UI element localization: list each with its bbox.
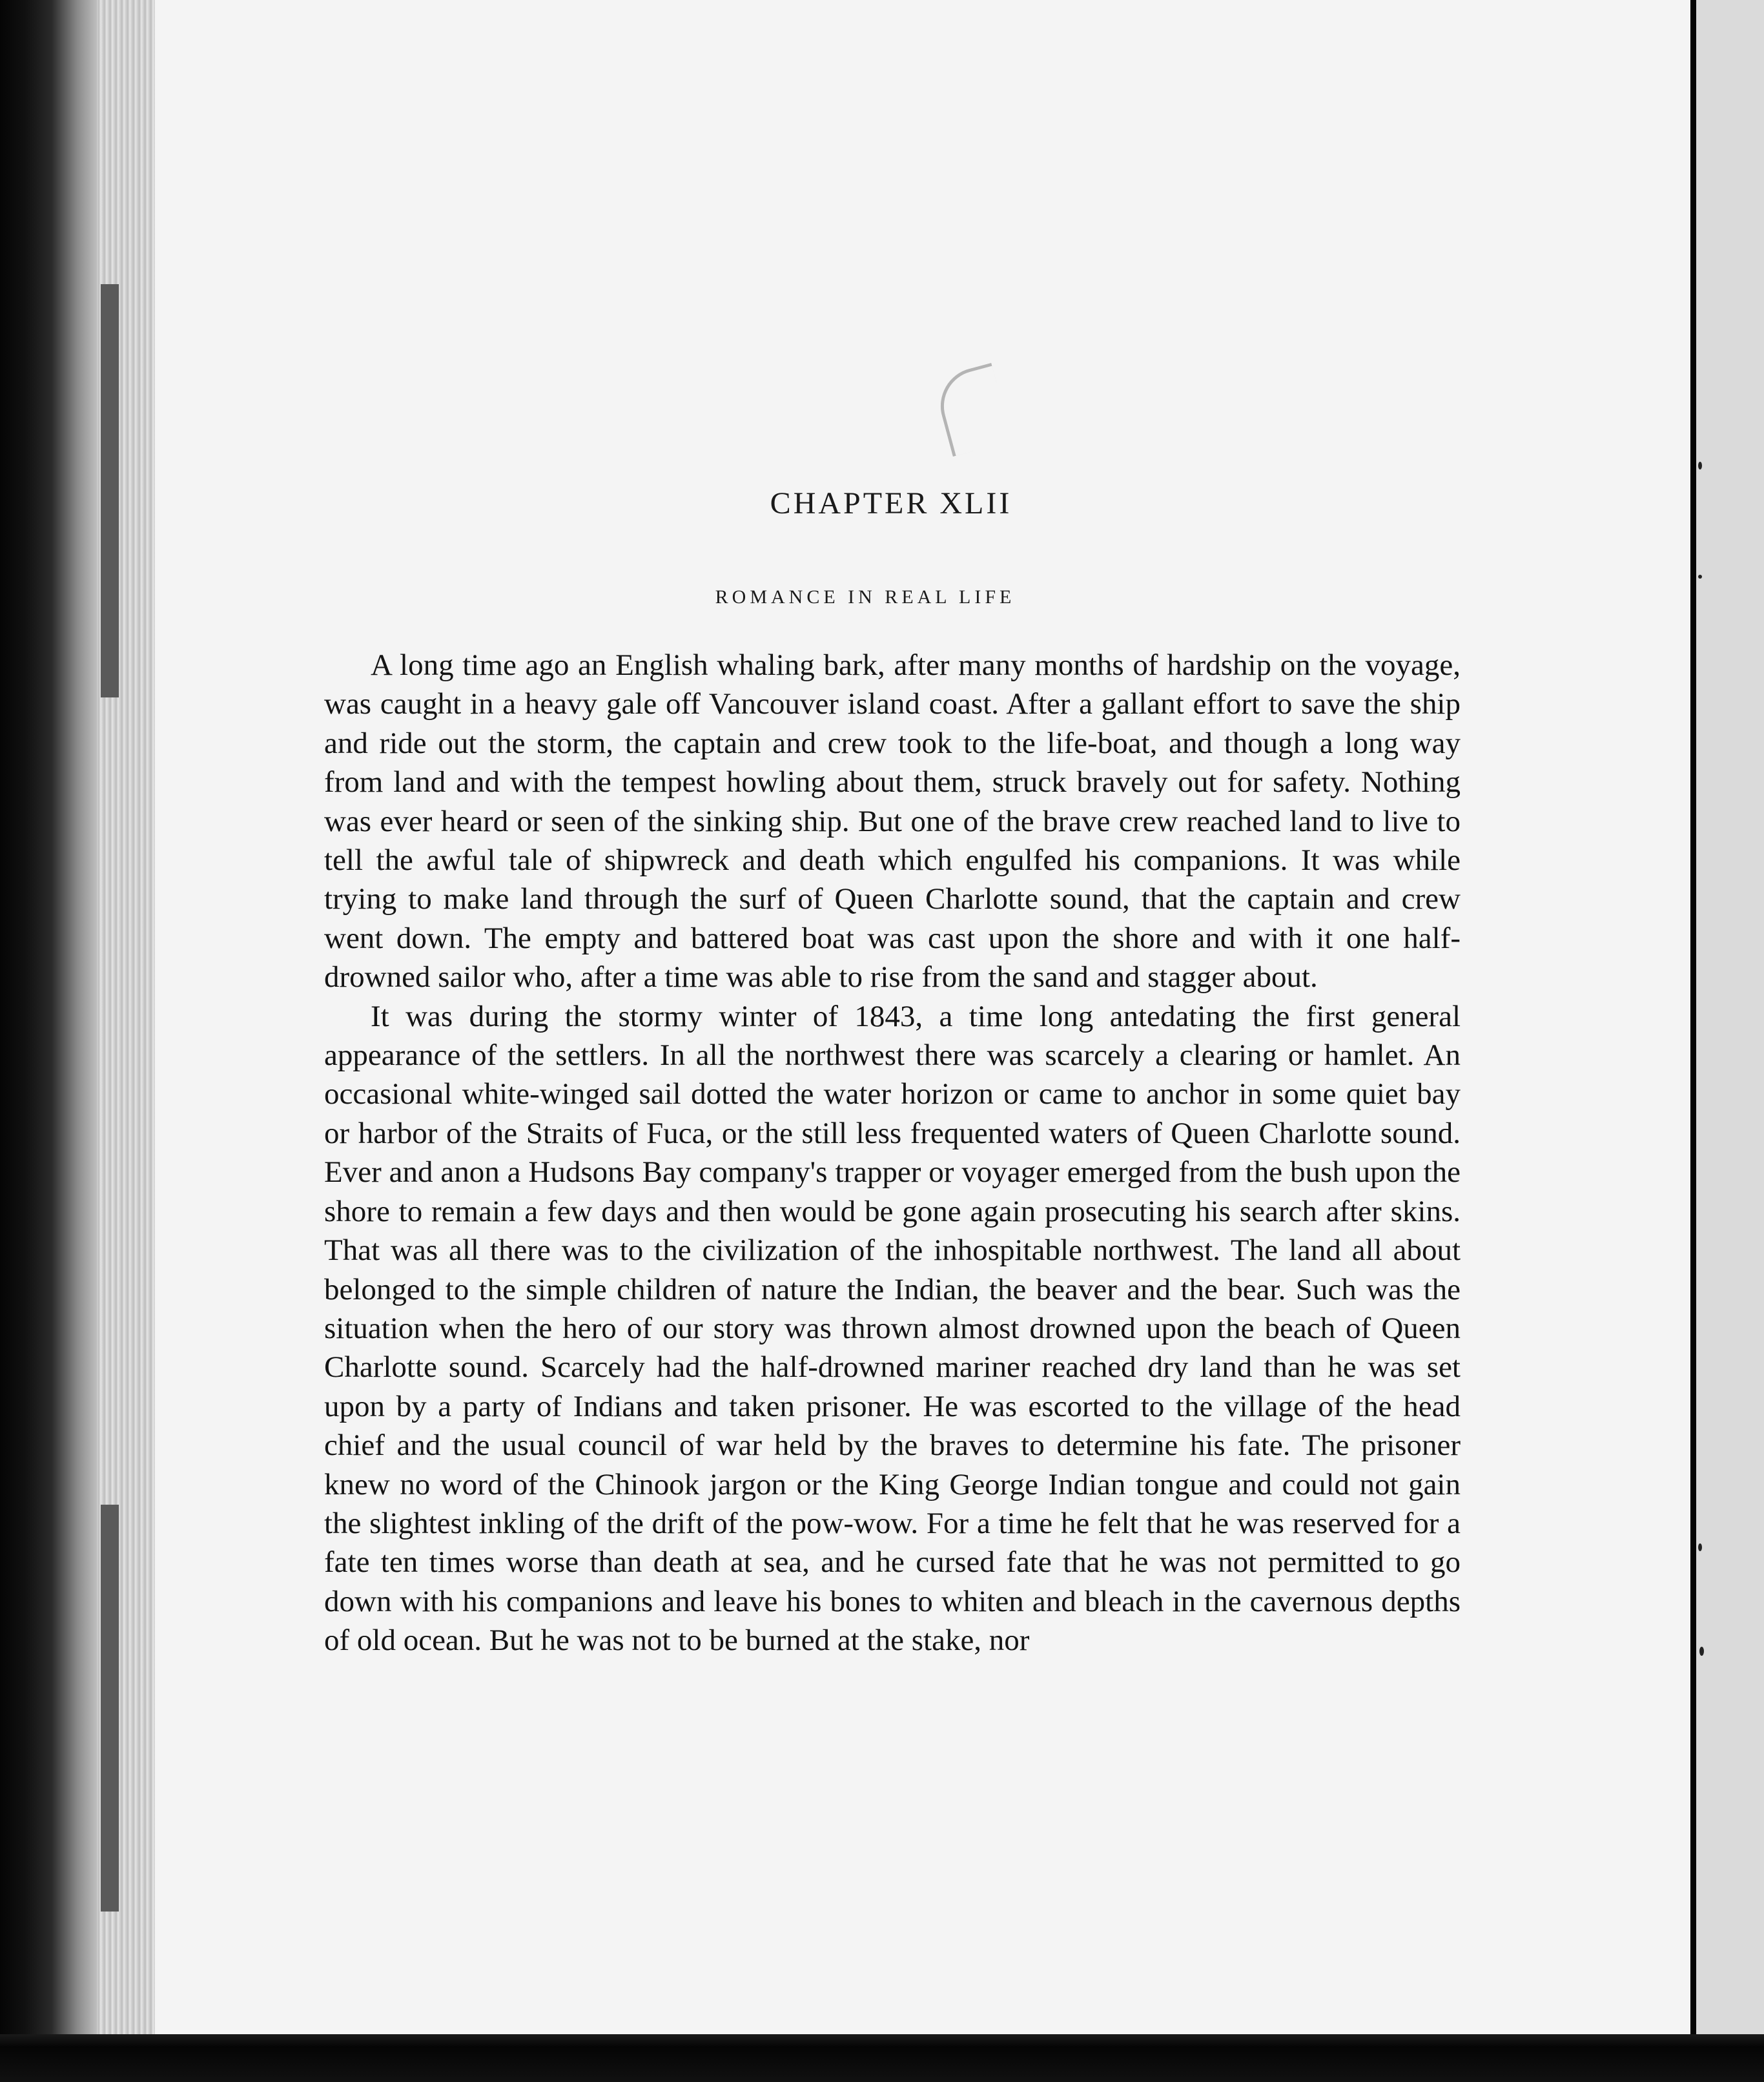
paragraph: It was during the stormy winter of 1843, a time long antedating the first general appearance of the settlers. In all the northwest there was scarcely a clearing or hamlet. An occasional white-winged sail dotted the water horizon or came to anchor in some quiet bay or harbor of the Straits of Fuca, or the still less frequented waters of Queen Charlotte sound. Ever and anon a Hudsons Bay company's trapper or voyager emerged from the bush upon the shore to remain a few days and then would be gone again prosecuting his search after skins. That was all there was to the civilization of the inhospitable northwest. The land all about belonged to the simple children of nature the Indian, the beaver and the bear. Such was the situation when the hero of our story was thrown almost drowned upon the beach of Queen Charlotte sound. Scarcely had the half-drowned mariner reached dry land than he was set upon by a party of Indians and taken prisoner. He was escorted to the village of the head chief and the usual council of war held by the braves to determine his fate. The prisoner knew no word of the Chinook jargon or the King George Indian tongue and could not gain the slightest inkling of the drift of the pow-wow. For a time he felt that he was reserved for a fate ten times worse than death at sea, and he cursed fate that he was not permitted to go down with his companions and leave his bones to whiten and bleach in the cavernous depths of old ocean. But he was not to be burned at the stake, nor (324, 999, 1461, 1658)
section-title: ROMANCE IN REAL LIFE (715, 586, 1016, 608)
scan-speck (1699, 1647, 1704, 1656)
chapter-title: CHAPTER XLII (770, 486, 1012, 520)
body-text (324, 646, 1461, 1660)
paragraph: A long time ago an English whaling bark, after many months of hardship on the voyage, was caught in a heavy gale off Vancouver island coast. After a gallant effort to save the ship and ride out the storm, the captain and crew took to the life-boat, and though a long way from land and with the tempest howling about them, struck bravely out for safety. Nothing was ever heard or seen of the sinking ship. But one of the brave crew reached land to live to tell the awful tale of shipwreck and death which engulfed his companions. It was while trying to make land through the surf of Queen Charlotte sound, that the captain and crew went down. The empty and battered boat was cast upon the shore and with it one half-drowned sailor who, after a time was able to rise from the sand and stagger about. (324, 648, 1461, 995)
spine-label-strip (101, 1505, 119, 1912)
scan-speck (1698, 575, 1702, 579)
scan-bottom-edge (0, 2034, 1764, 2082)
book-binding-edge (0, 0, 110, 2082)
right-scan-margin (1696, 0, 1764, 2082)
spine-label-strip (101, 284, 119, 697)
scan-speck (1698, 1543, 1702, 1551)
scan-speck (1698, 462, 1702, 469)
page-right-edge (1690, 0, 1696, 2034)
